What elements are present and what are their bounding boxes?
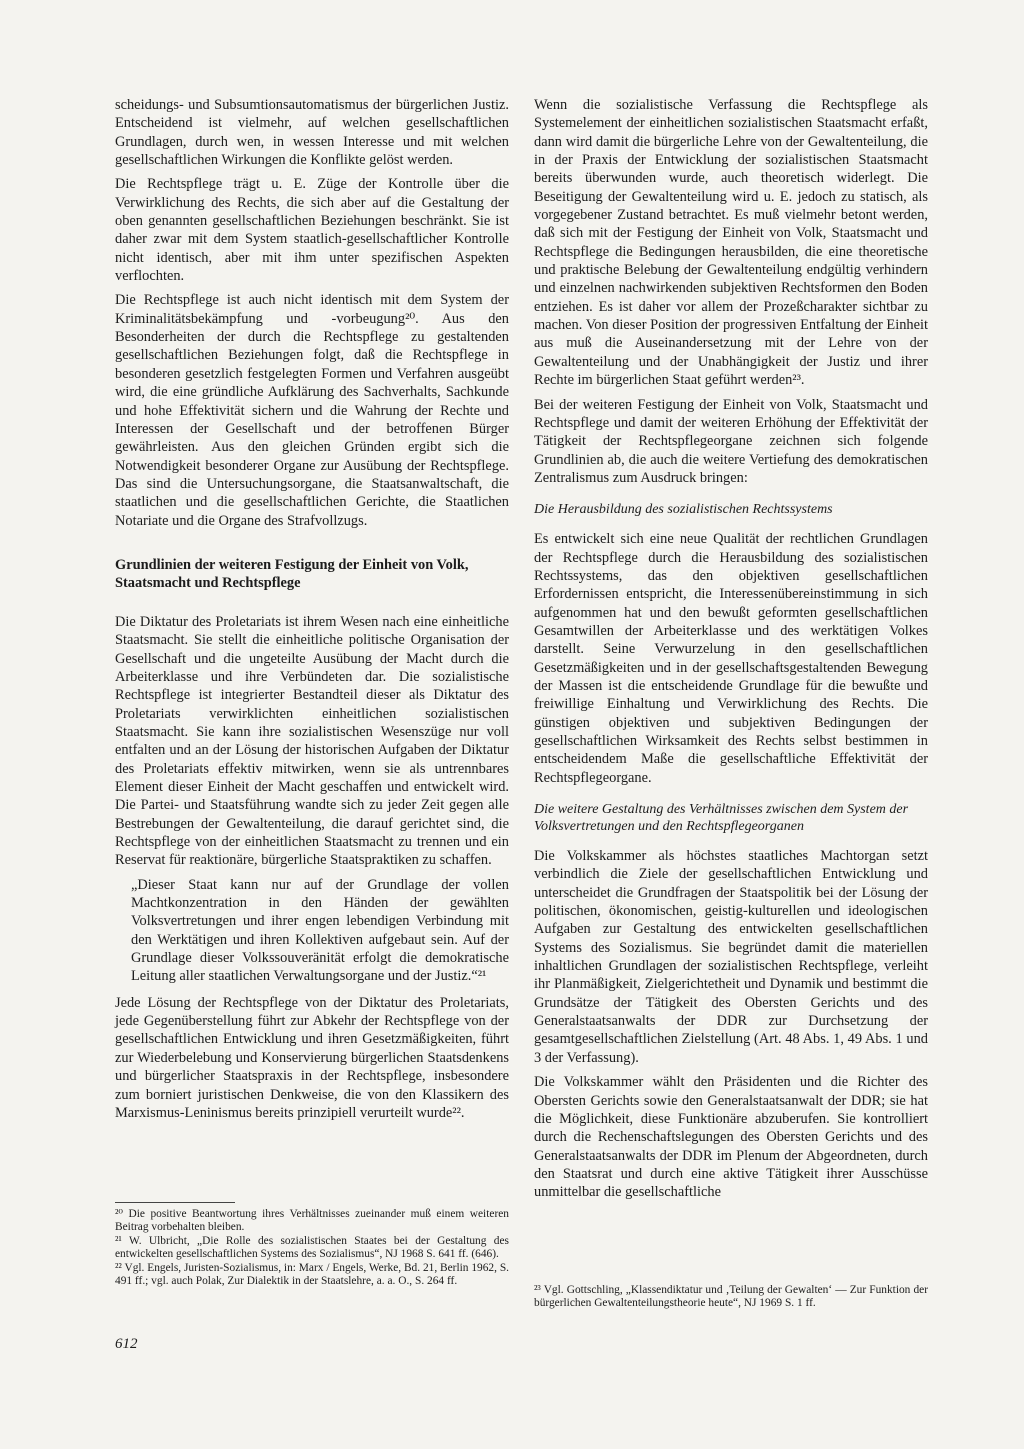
footnote-23: ²³ Vgl. Gottschling, „Klassendiktatur und ‚Teilung der Gewalten‘ — Zur Funktion der bürgerlichen Gewaltenteilungstheorie heute“, NJ 1969 S. 1 ff.	[534, 1284, 928, 1309]
footnote-22: ²² Vgl. Engels, Juristen-Sozialismus, in: Marx / Engels, Werke, Bd. 21, Berlin 1962, S. 491 ff.; vgl. auch Polak, Zur Dialektik in der Staatslehre, a. a. O., S. 264 ff.	[115, 1262, 510, 1287]
left-column	[115, 96, 509, 1128]
section-heading: Grundlinien der weiteren Festigung der Einheit von Volk, Staatsmacht und Rechtspflege	[115, 556, 469, 592]
footnote-rule	[115, 1202, 235, 1203]
page-number: 612	[115, 1336, 138, 1352]
paragraph: Die Rechtspflege trägt u. E. Züge der Kontrolle über die Verwirklichung des Rechts, die sich aber auf die Gestaltung der oben genannten gesellschaftlichen Beziehungen beschränkt. Sie ist daher zwar mit dem System staatlich-gesellschaftlicher Kontrolle nicht identisch, aber mit ihm unter spezifischen Aspekten verflochten.	[115, 176, 509, 285]
footnote-21: ²¹ W. Ulbricht, „Die Rolle des sozialistischen Staates bei der Gestaltung des entwickelten gesellschaftlichen Systems des Sozialismus“, NJ 1968 S. 641 ff. (646).	[115, 1235, 509, 1260]
footnotes-right	[534, 1284, 928, 1311]
paragraph: Die Diktatur des Proletariats ist ihrem Wesen nach eine einheitliche Staatsmacht. Sie stellt die einheitliche politische Organisation der Gesellschaft und die ungeteilte Ausübung der Macht durch die Arbeiterklasse und ihre Verbündeten dar. Die sozialistische Rechtspflege ist integrierter Bestandteil dieser als Diktatur des Proletariats verwirklichten einheitlichen sozialistischen Staatsmacht. Sie kann ihre sozialistischen Wesenszüge nur voll entfalten und an der Lösung der historischen Aufgaben der Diktatur des Proletariats effektiv mitwirken, wenn sie als untrennbares Element dieser Einheit der Macht geschaffen und entwickelt wird. Die Partei- und Staatsführung wandte sich zu jeder Zeit gegen alle Bestrebungen der Gewaltenteilung, die darauf gerichtet sind, die Rechtspflege von der einheitlichen Staatsmacht zu trennen und ein Reservat für reaktionäre, bürgerliche Staatspraktiken zu schaffen.	[115, 613, 509, 869]
paragraph: Wenn die sozialistische Verfassung die Rechtspflege als Systemelement der einheitlichen sozialistischen Staatsmacht erfaßt, dann wird damit die bürgerliche Lehre von der Gewaltenteilung, die in der Praxis der Entwicklung der sozialistischen Staatsmacht bereits überwunden wurde, auch theoretisch widerlegt. Die Beseitigung der Gewaltenteilung wird u. E. jedoch zu statisch, als vorgegebener Zustand betrachtet. Es muß vielmehr betont werden, daß sich mit der Festigung der Einheit von Volk, Staatsmacht und Rechtspflege die Bedingungen herausbilden, die eine theoretische und praktische Belebung der Gewaltenteilung endgültig verhindern und einzelnen nachwirkenden subjektiven Rechtsformen den Boden entziehen. Es ist daher vor allem der Prozeßcharakter sichtbar zu machen. Von dieser Position der progressiven Entfaltung der Einheit aus muß die Auseinandersetzung mit der Lehre von der Gewaltenteilung und der Unabhängigkeit der Justiz und ihrer Rechte im bürgerlichen Staat geführt werden²³.	[534, 97, 928, 389]
subsection-heading: Die weitere Gestaltung des Verhältnisses zwischen dem System der Volksvertretungen und den Rechtspflegeorganen	[534, 802, 909, 835]
right-column	[534, 96, 928, 1208]
paragraph: scheidungs- und Subsumtionsautomatismus der bürgerlichen Justiz. Entscheidend ist vielmehr, auf welchen gesellschaftlichen Grundlagen, durch wen, in wessen Interesse und mit welchen gesellschaftlichen Wirkungen die Konflikte gelöst werden.	[115, 97, 509, 169]
paragraph: Die Rechtspflege ist auch nicht identisch mit dem System der Kriminalitätsbekämpfung und -vorbeugung²⁰. Aus den Besonderheiten der durch die Rechtspflege zu gestaltenden gesellschaftlichen Beziehungen folgt, daß die Rechtspflege in besonderen gesetzlich festgelegten Formen und Verfahren ausgeübt wird, die eine gründliche Aufklärung des Sachverhalts, Sachkunde und hohe Effektivität sichern und die Wahrung der Rechte und Interessen der Gesellschaft und der betroffenen Bürger gewährleisten. Aus den gleichen Gründen ergibt sich die Notwendigkeit besonderer Organe zur Ausübung der Rechtspflege. Das sind die Untersuchungsorgane, die Staatsanwaltschaft, die staatlichen und die gesellschaftlichen Gerichte, die Staatlichen Notariate und die Organe des Strafvollzugs.	[115, 292, 509, 529]
paragraph: Es entwickelt sich eine neue Qualität der rechtlichen Grundlagen der Rechtspflege durch die Herausbildung des sozialistischen Rechtssystems, das den objektiven gesellschaftlichen Erfordernissen entspricht, die Interessenübereinstimmung in sich aufgenommen hat und den bewußt geformten gesellschaftlichen Gesamtwillen der Arbeiterklasse und des werktätigen Volkes darstellt. Seine Verwurzelung in den gesellschaftlichen Gesetzmäßigkeiten und in der gesellschaftsgestaltenden Bewegung der Massen ist die entscheidende Grundlage für die bewußte und freiwillige Einhaltung und Verwirklichung des Rechts. Die günstigen objektiven und subjektiven Bedingungen der gesellschaftlichen Wirksamkeit des Rechts selbst bestimmen in entscheidendem Maße die gesellschaftliche Effektivität der Rechtspflegeorgane.	[534, 531, 928, 786]
footnote-20: ²⁰ Die positive Beantwortung ihres Verhältnisses zueinander muß einem weiteren Beitrag vorbehalten bleiben.	[115, 1208, 509, 1233]
paragraph: Die Volkskammer als höchstes staatliches Machtorgan setzt verbindlich die Ziele der gesellschaftlichen Entwicklung und unterscheidet die Grundfragen der Staatspolitik bei der Lösung der politischen, ökonomischen, geistig-kulturellen und ideologischen Aufgaben zur Gestaltung des entwickelten gesellschaftlichen Systems des Sozialismus. Sie begründet damit die materiellen inhaltlichen Grundlagen der sozialistischen Rechtspflege, verleiht ihr Planmäßigkeit, Zielgerichtetheit und Dynamik und bestimmt die Grundsätze der Tätigkeit des Obersten Gerichts und des Generalstaatsanwalts der DDR zur Durchsetzung der gesamtgesellschaftlichen Zielstellung (Art. 48 Abs. 1, 49 Abs. 1 und 3 der Verfassung).	[534, 848, 928, 1066]
footnotes-left	[115, 1208, 509, 1289]
subsection-heading: Die Herausbildung des sozialistischen Rechtssystems	[534, 502, 833, 518]
paragraph: Bei der weiteren Festigung der Einheit von Volk, Staatsmacht und Rechtspflege und damit der weiteren Erhöhung der Effektivität der Tätigkeit der Rechtspflegeorgane zeichnen sich folgende Grundlinien ab, die auch die weitere Vertiefung des demokratischen Zentralismus zum Ausdruck bringen:	[534, 396, 928, 486]
block-quote: „Dieser Staat kann nur auf der Grundlage der vollen Machtkonzentration in den Händen der gewählten Volksvertretungen und ihrer engen lebendigen Verbindung mit den Werktätigen und ihren Kollektiven aufgebaut sein. Auf der Grundlage dieser Volkssouveränität erfolgt die demokratische Leitung aller staatlichen Verwaltungsorgane und der Justiz.“²¹	[131, 876, 509, 985]
paragraph: Die Volkskammer wählt den Präsidenten und die Richter des Obersten Gerichts sowie den Generalstaatsanwalt der DDR; sie hat die Möglichkeit, diese Funktionäre abzuberufen. Sie kontrolliert durch die Rechenschaftslegungen des Obersten Gerichts und des Generalstaatsanwalts der DDR im Plenum der Abgeordneten, durch den Staatsrat und durch eine aktive Tätigkeit ihrer Ausschüsse unmittelbar die gesellschaftliche	[534, 1074, 928, 1201]
paragraph: Jede Lösung der Rechtspflege von der Diktatur des Proletariats, jede Gegenüberstellung führt zur Abkehr der Rechtspflege von der gesellschaftlichen Entwicklung und ihren Gesetzmäßigkeiten, führt zur Wiederbelebung und Konservierung bürgerlichen Staatsdenkens und bürgerlicher Staatspraxis in der Rechtspflege, insbesondere zum borniert juristischen Denkweise, die von den Klassikern des Marxismus-Leninismus bereits prinzipiell verurteilt wurde²².	[115, 994, 509, 1121]
